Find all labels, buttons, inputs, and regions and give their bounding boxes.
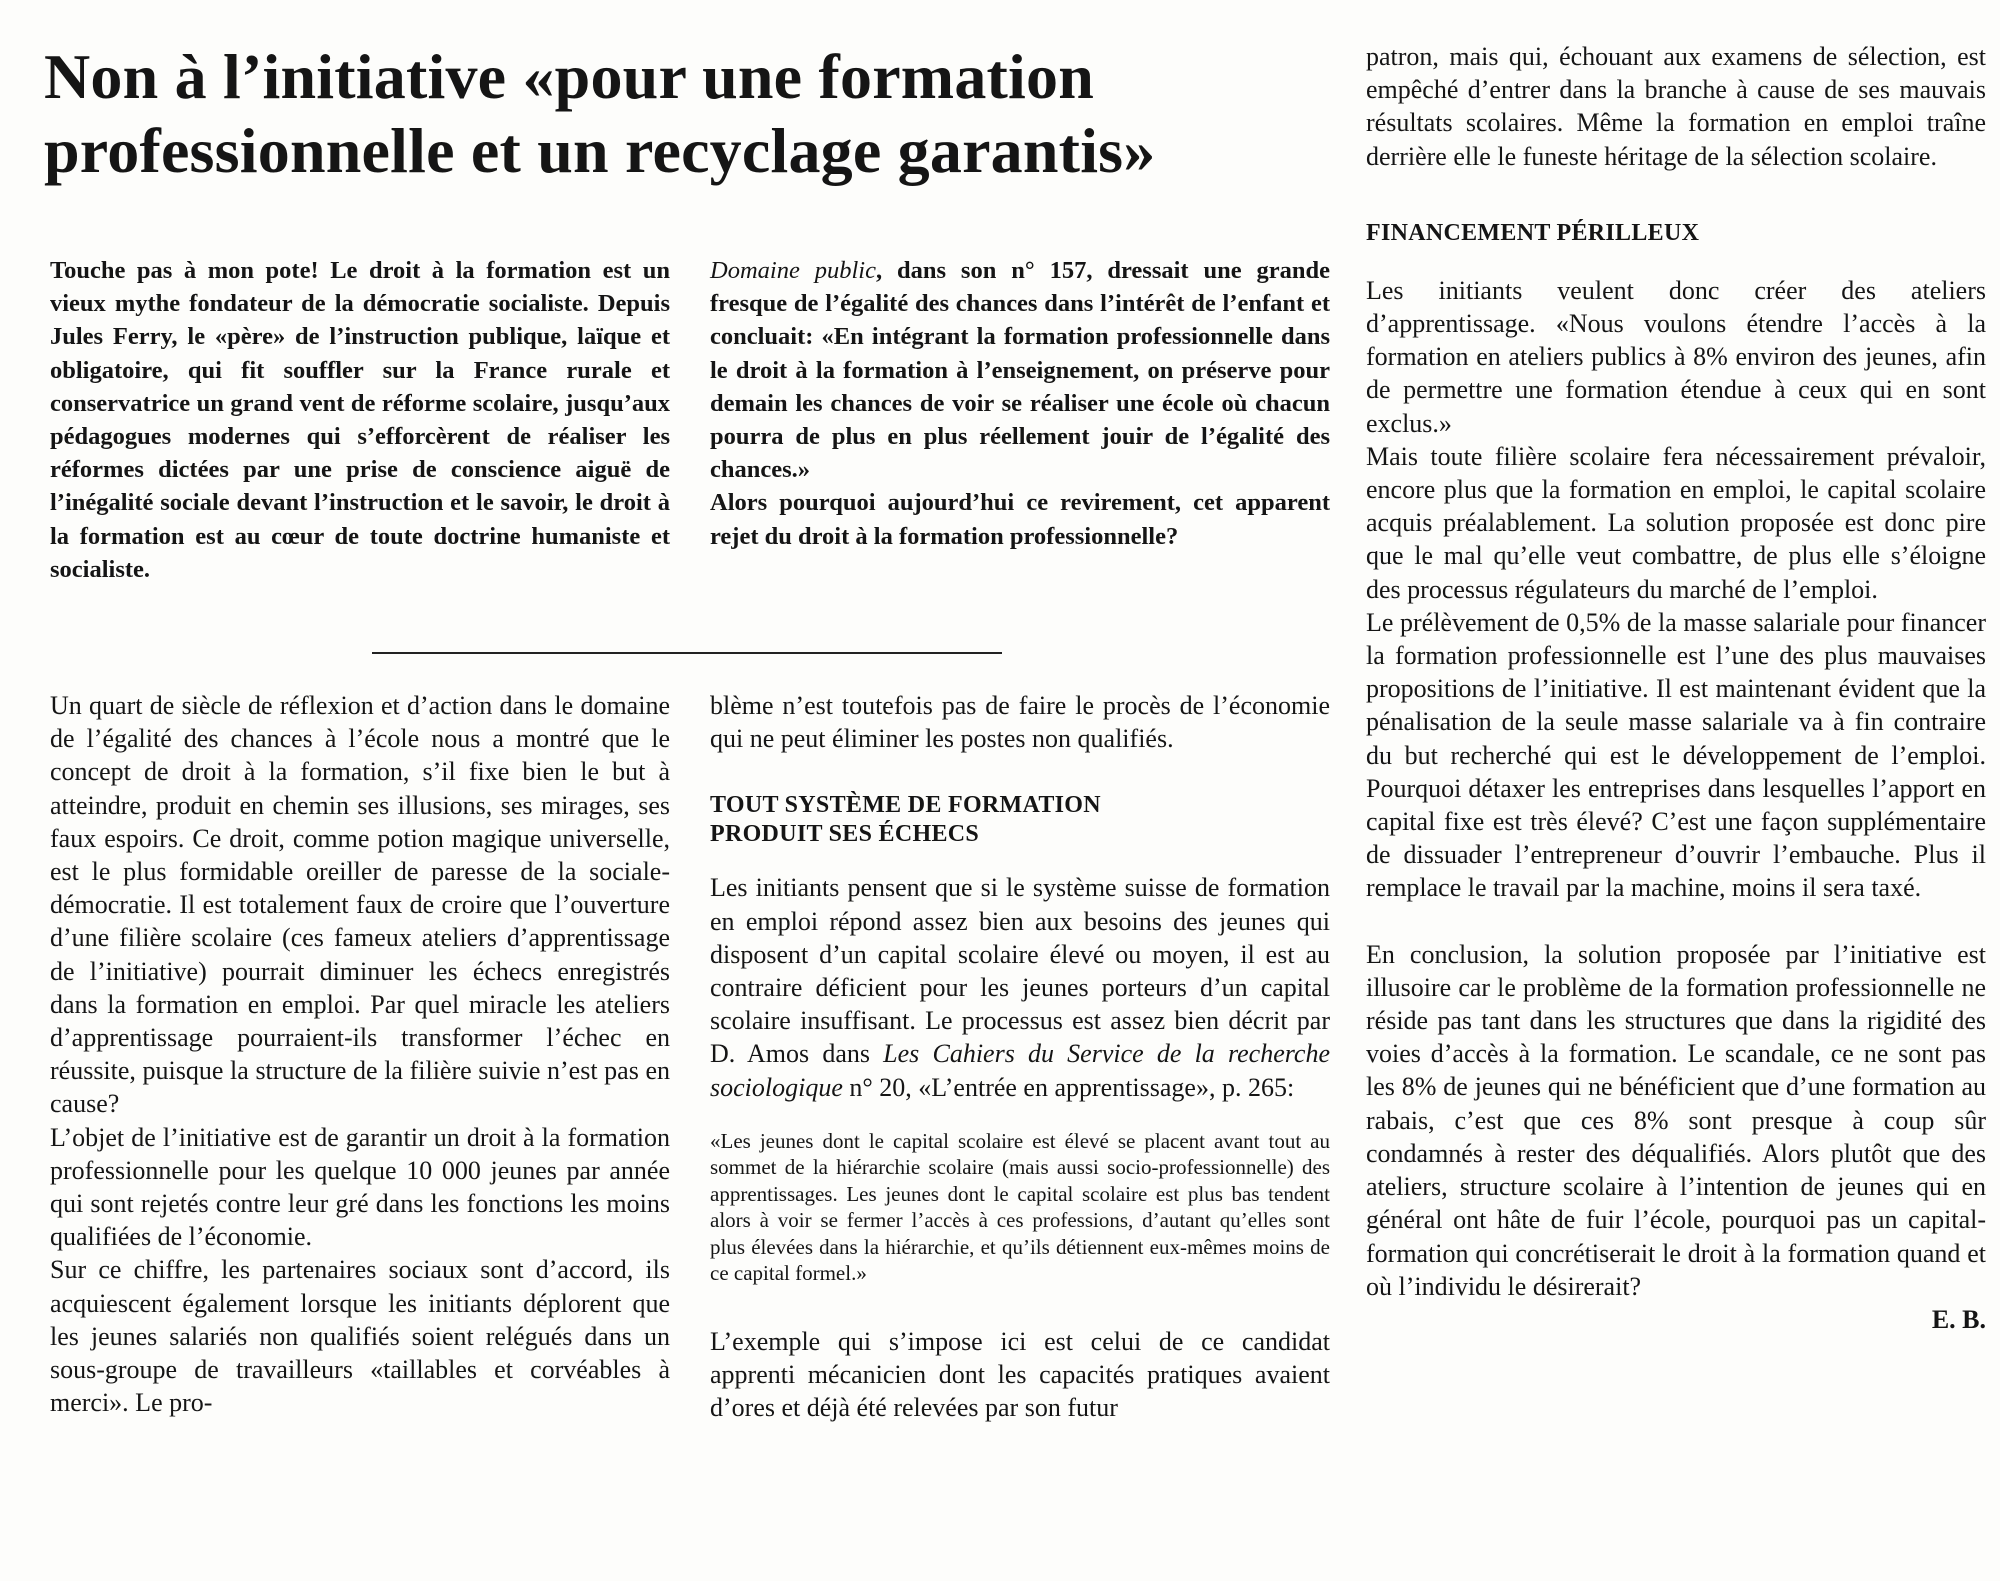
title-line-2: professionnelle et un recyclage garantis» xyxy=(44,115,1156,186)
title-line-1: Non à l’initiative «pour une formation xyxy=(44,41,1095,112)
section-divider xyxy=(372,652,1002,654)
body-paragraph: Les initiants veulent donc créer des ateliers d’apprentissage. «Nous voulons étendre l’accès à la formation en ateliers publics à 8% environ des jeunes, afin de permettre une formation étendue à ceux qui en sont exclus.» xyxy=(1366,275,1986,438)
body-column-2 xyxy=(710,689,1330,1424)
section-heading: TOUT SYSTÈME DE FORMATION PRODUIT SES ÉCHECS xyxy=(710,792,1101,848)
body-paragraph: blème n’est toutefois pas de faire le procès de l’économie qui ne peut éliminer les postes non qualifiés. xyxy=(710,691,1330,754)
body-paragraph: Un quart de siècle de réflexion et d’action dans le domaine de l’égalité des chances à l’école nous a montré que le concept de droit à la formation, s’il fixe bien le but à atteindre, produit en chemin ses illusions, ses mirages, ses faux espoirs. Ce droit, comme potion magique universelle, est le plus formidable oreiller de paresse de la sociale-démocratie. Il est totalement faux de croire que l’ouverture d’une filière scolaire (ces fameux ateliers d’apprentissage de l’initiative) pourrait diminuer les échecs enregistrés dans la formation en emploi. Par quel miracle les ateliers d’apprentissage pourraient-ils transformer l’échec en réussite, puisque la structure de la filière suivie n’est pas en cause? xyxy=(50,691,670,1119)
body-paragraph: L’exemple qui s’impose ici est celui de ce candidat apprenti mécanicien dont les capacités pratiques avaient d’ores et déjà été relevées par son futur xyxy=(710,1326,1330,1423)
author-signature: E. B. xyxy=(1931,1304,1986,1334)
body-paragraph: Sur ce chiffre, les partenaires sociaux sont d’accord, ils acquiescent également lorsque les initiants déplorent que les jeunes salariés non qualifiés soient relégués dans un sous-groupe de travailleurs «taillables et corvéables à merci». Le pro- xyxy=(50,1255,670,1418)
journal-name: Domaine public xyxy=(710,257,876,284)
body-paragraph: Les initiants pensent que si le système suisse de formation en emploi répond assez bien aux besoins des jeunes qui disposent d’un capital scolaire élevé ou moyen, il est au contraire déficient pour les jeunes porteurs d’un capital scolaire insuffisant. Le processus est assez bien décrit par D. Amos dans Les Cahiers du Service de la recherche sociologique n° 20, «L’entrée en apprentissage», p. 265: xyxy=(710,873,1330,1102)
body-paragraph: Le prélèvement de 0,5% de la masse salariale pour financer la formation professionnelle est l’une des plus mauvaises propositions de l’initiative. Il est maintenant évident que la pénalisation de la seule masse salariale va à fin contraire du but recherché qui est le développement de l’emploi. Pourquoi détaxer les entreprises dans lesquelles l’apport en capital fixe est très élevé? C’est une façon supplémentaire de dissuader l’entrepreneur d’ouvrir l’embauche. Plus il remplace le travail par la machine, moins il sera taxé. xyxy=(1366,607,1986,903)
lead-middle-paragraph: Domaine public, dans son n° 157, dressait une grande fresque de l’égalité des chances dans l’intérêt de l’enfant et concluait: «En intégrant la formation professionnelle dans le droit à la formation à l’enseignement, on préserve pour demain les chances de voir se réaliser une école où chacun pourra de plus en plus réellement jouir de l’égalité des chances.» xyxy=(710,257,1330,484)
article-title xyxy=(44,40,1344,188)
lead-middle xyxy=(710,254,1330,553)
body-column-3 xyxy=(1366,40,1986,1336)
lead-left xyxy=(50,254,670,586)
body-paragraph: En conclusion, la solution proposée par l’initiative est illusoire car le problème de la formation professionnelle ne réside pas tant dans les structures que dans la rigidité des voies d’accès à la formation. Le scandale, ce ne sont pas les 8% de jeunes qui ne bénéficient que d’une formation au rabais, c’est que ces 8% sont presque à coup sûr condamnés à rester des déqualifiés. Alors plutôt que des ateliers, structure scolaire à l’intention de jeunes qui en général ont hâte de fuir l’école, pourquoi pas un capital-formation qui concrétiserait le droit à la formation quand et où l’individu le désirerait? xyxy=(1366,939,1986,1301)
body-paragraph: patron, mais qui, échouant aux examens de sélection, est empêché d’entrer dans la branche à cause de ses mauvais résultats scolaires. Même la formation en emploi traîne derrière elle le funeste héritage de la sélection scolaire. xyxy=(1366,42,1986,171)
lead-left-paragraph: Touche pas à mon pote! Le droit à la formation est un vieux mythe fondateur de la démocratie socialiste. Depuis Jules Ferry, le «père» de l’instruction publique, laïque et obligatoire, qui fit souffler sur la France rurale et conservatrice un grand vent de réforme scolaire, jusqu’aux pédagogues modernes qui s’efforcèrent de réaliser les réformes dictées par une prise de conscience aiguë de l’inégalité sociale devant l’instruction et le savoir, le droit à la formation est au cœur de toute doctrine humaniste et socialiste. xyxy=(50,257,670,583)
block-quote: «Les jeunes dont le capital scolaire est élevé se placent avant tout au sommet de la hiérarchie scolaire (mais aussi socio-professionnelle) des apprentissages. Les jeunes dont le capital scolaire est plus bas tendent alors à voir se fermer l’accès à ces professions, d’autant qu’elles sont plus élevées dans la hiérarchie, et qu’ils détiennent eux-mêmes moins de ce capital formel.» xyxy=(710,1128,1330,1286)
section-heading: FINANCEMENT PÉRILLEUX xyxy=(1366,219,1700,246)
body-column-1 xyxy=(50,689,670,1419)
cited-publication: Les Cahiers du Service de la recherche sociologique xyxy=(710,1039,1330,1102)
body-paragraph: L’objet de l’initiative est de garantir un droit à la formation professionnelle pour les quelque 10 000 jeunes par année qui sont rejetés contre leur gré dans les fonctions les moins qualifiées de l’économie. xyxy=(50,1122,670,1252)
lead-middle-question: Alors pourquoi aujourd’hui ce revirement, cet apparent rejet du droit à la formation professionnelle? xyxy=(710,489,1330,550)
body-paragraph: Mais toute filière scolaire fera nécessairement prévaloir, encore plus que la formation en emploi, le capital scolaire acquis préalablement. La solution proposée est donc pire que le mal qu’elle veut combattre, de plus elle s’éloigne des processus régulateurs du marché de l’emploi. xyxy=(1366,441,1986,604)
